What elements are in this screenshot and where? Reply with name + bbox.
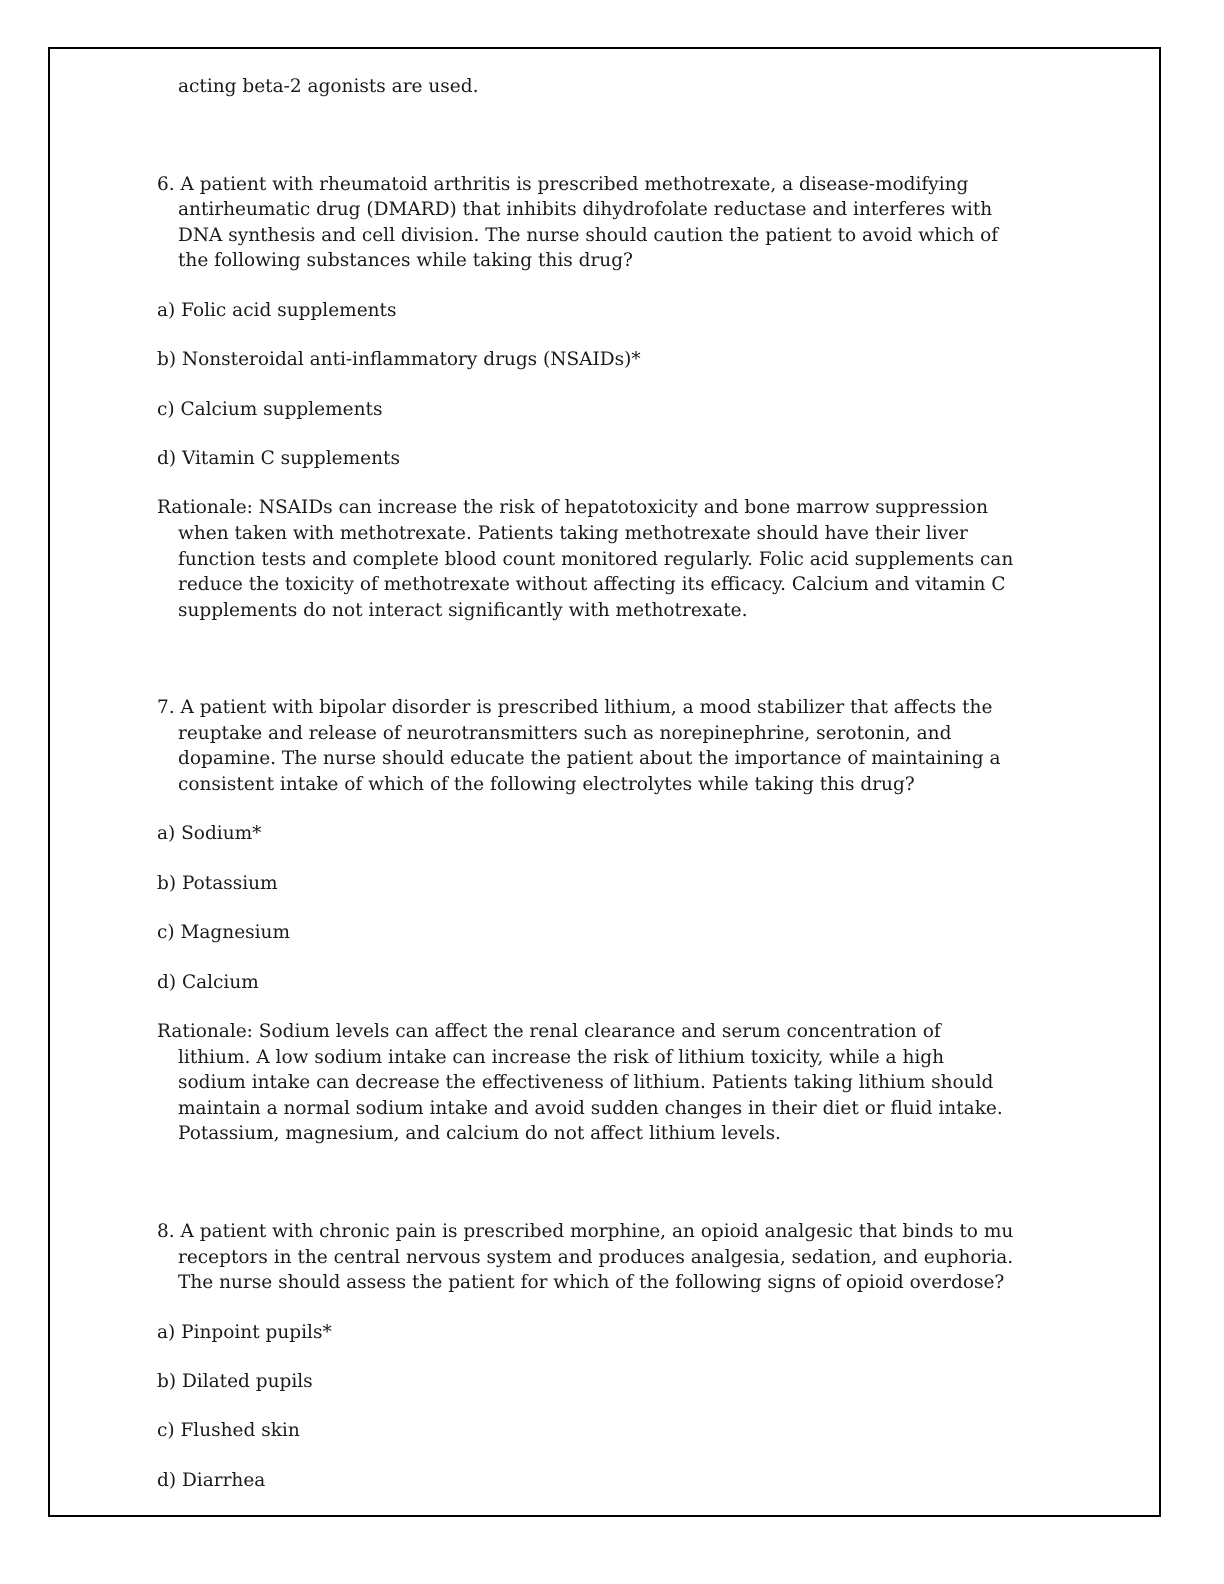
lead-in-text: acting beta-2 agonists are used. (178, 76, 479, 97)
question-8-option-a: a) Pinpoint pupils* (157, 1321, 332, 1343)
question-6-option-b: b) Nonsteroidal anti-inflammatory drugs (NSAIDs)* (157, 349, 641, 371)
question-7 (157, 695, 1017, 1147)
question-8-option-c: c) Flushed skin (157, 1420, 300, 1442)
document-body (157, 74, 1017, 1493)
question-8-option-d: d) Diarrhea (157, 1469, 266, 1491)
question-7-option-b: b) Potassium (157, 872, 278, 894)
question-7-option-d: d) Calcium (157, 971, 259, 993)
question-7-option-c: c) Magnesium (157, 922, 291, 944)
question-6-option-a: a) Folic acid supplements (157, 299, 397, 321)
question-7-stem: 7. A patient with bipolar disorder is prescribed lithium, a mood stabilizer that affects the reuptake and release of neurotransmitters such as norepinephrine, serotonin, and dopamine. The nurse should educate the patient about the importance of maintaining a consistent intake of which of the following electrolytes while taking this drug? (157, 697, 1001, 796)
question-6-stem: 6. A patient with rheumatoid arthritis is prescribed methotrexate, a disease-modifying antirheumatic drug (DMARD) that inhibits dihydrofolate reductase and interferes with DNA synthesis and cell division. The nurse should caution the patient to avoid which of the following substances while taking this drug? (157, 173, 999, 272)
question-7-option-a: a) Sodium* (157, 823, 262, 845)
question-6-rationale: Rationale: NSAIDs can increase the risk of hepatotoxicity and bone marrow suppression when taken with methotrexate. Patients taking methotrexate should have their liver function tests and complete blood count monitored regularly. Folic acid supplements can reduce the toxicity of methotrexate without affecting its efficacy. Calcium and vitamin C supplements do not interact significantly with methotrexate. (157, 497, 1014, 621)
question-8-option-b: b) Dilated pupils (157, 1370, 313, 1392)
question-6-option-c: c) Calcium supplements (157, 398, 383, 420)
question-8 (157, 1219, 1017, 1493)
question-7-rationale: Rationale: Sodium levels can affect the renal clearance and serum concentration of lithium. A low sodium intake can increase the risk of lithium toxicity, while a high sodium intake can decrease the effectiveness of lithium. Patients taking lithium should maintain a normal sodium intake and avoid sudden changes in their diet or fluid intake. Potassium, magnesium, and calcium do not affect lithium levels. (157, 1021, 1003, 1145)
question-8-stem: 8. A patient with chronic pain is prescribed morphine, an opioid analgesic that binds to mu receptors in the central nervous system and produces analgesia, sedation, and euphoria. The nurse should assess the patient for which of the following signs of opioid overdose? (157, 1221, 1014, 1294)
question-6 (157, 172, 1017, 624)
question-6-option-d: d) Vitamin C supplements (157, 447, 400, 469)
